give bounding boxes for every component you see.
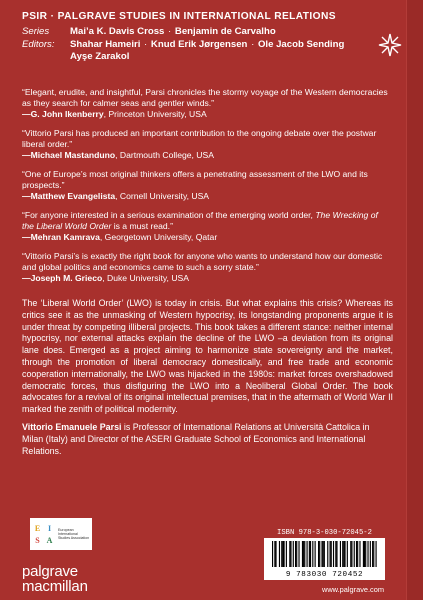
endorsement-author: —Matthew Evangelista: [22, 191, 116, 202]
barcode-bar: [356, 541, 357, 567]
barcode-bar: [282, 541, 283, 567]
barcode-bar: [310, 541, 311, 567]
barcode-bar: [295, 541, 296, 567]
editor-name: Shahar Hameiri: [70, 38, 141, 50]
barcode-bar: [303, 541, 304, 567]
eisa-letter: A: [46, 535, 53, 545]
barcode-bar: [302, 541, 303, 567]
barcode-bar: [274, 541, 275, 567]
publisher-website: www.palgrave.com: [322, 585, 385, 594]
barcode-bar: [351, 541, 352, 567]
endorsement-affiliation: , Dartmouth College, USA: [115, 150, 214, 161]
endorsements: [22, 87, 392, 292]
barcode-bar: [281, 541, 282, 567]
endorsement: [22, 251, 392, 285]
barcode-bar: [284, 541, 285, 567]
barcode-bar: [290, 541, 291, 567]
endorsement-text: “Vittorio Parsi has produced an important contribution to the ongoing debate over the postwar liberal order.”: [22, 127, 377, 150]
endorsement-author: —Joseph M. Grieco: [22, 273, 103, 284]
barcode-bar: [286, 541, 287, 567]
publisher-logo: [22, 564, 88, 594]
editor-name: Mai’a K. Davis Cross: [70, 26, 165, 37]
series-editors: [22, 26, 392, 64]
barcode-bar: [333, 541, 334, 567]
barcode-bar: [330, 541, 331, 567]
series-editors-names: Mai’a K. Davis Cross · Benjamin de Carvalho Shahar Hameiri · Knud Erik Jørgensen · Ole Jacob Sending Ayşe Zarakol: [70, 26, 345, 63]
barcode-bar: [340, 541, 341, 567]
barcode-bar: [296, 541, 297, 567]
publisher-line2: macmillan: [22, 578, 88, 595]
barcode-bar: [324, 541, 325, 567]
barcode-bar: [363, 541, 364, 567]
barcode-bar: [367, 541, 368, 567]
author-bio-text: is Professor of International Relations at Università Cattolica in Milan (Italy) and Director of the ASERI Graduate School of Economics and International Relations.: [22, 422, 370, 456]
book-description: The ‘Liberal World Order’ (LWO) is today in crisis. But what explains this crisis? Whereas its critics see it as the unmasking of Western hypocrisy, its longstanding proponents argue it is under threat by competing illiberal projects. This book takes a different stance: neither internal hypocrisy, nor external attacks explain the decline of the LWO –a deviation from its original lane does. Emerged as a project aiming to harmonize state sovereignty and the market, through the promotion of liberal democracy domestically, and free trade and economic cooperation internationally, the LWO was hijacked in the 1980s: market forces overshadowed democratic forces, thus disfiguring the LWO into a Neoliberal Global Order. The book advocates for a revival of its original intellectual premises, that in the aftermath of World War II marked the zenith of political modernity.: [22, 298, 393, 415]
barcode-bar: [327, 541, 328, 567]
eisa-letter: S: [35, 535, 40, 545]
endorsement-text: “For anyone interested in a serious examination of the emerging world order, The Wrecking of the Liberal World Order is a must read.”: [22, 209, 378, 231]
barcode-bar: [307, 541, 308, 567]
series-editors-label: Series Editors:: [22, 26, 55, 50]
barcode-bar: [335, 541, 336, 567]
barcode-bar: [343, 541, 344, 567]
barcode-bar: [312, 541, 313, 567]
author-name: Vittorio Emanuele Parsi: [22, 422, 122, 432]
publisher-line1: palgrave: [22, 563, 78, 580]
barcode-bars-icon: [264, 538, 385, 572]
barcode-bar: [293, 541, 294, 567]
barcode-bar: [321, 541, 322, 567]
barcode-bar: [370, 541, 371, 567]
editor-name: Ayşe Zarakol: [70, 51, 130, 63]
barcode-bar: [372, 541, 373, 567]
eisa-letters: [32, 523, 55, 546]
endorsement-affiliation: , Duke University, USA: [102, 273, 189, 284]
barcode-bar: [336, 541, 337, 567]
barcode-bar: [350, 541, 351, 567]
barcode-bar: [298, 541, 299, 567]
barcode-bar: [364, 541, 365, 567]
barcode-bar: [359, 541, 360, 567]
series-logo-icon: [377, 32, 403, 58]
barcode-bar: [331, 541, 332, 567]
endorsement-text: “Vittorio Parsi’s is exactly the right book for anyone who wants to understand how our domestic and global politics and economics came to such a sorry state.”: [22, 250, 383, 272]
barcode-bar: [289, 541, 290, 567]
barcode-bar: [319, 541, 320, 567]
barcode-bar: [344, 541, 345, 567]
barcode-bar: [342, 541, 343, 567]
eisa-logo: [30, 518, 92, 550]
barcode-bar: [365, 541, 366, 567]
isbn-text: ISBN 978-3-030-72045-2: [277, 529, 372, 537]
barcode-bar: [373, 541, 374, 567]
endorsement: [22, 87, 392, 121]
endorsement-affiliation: , Cornell University, USA: [115, 191, 210, 202]
endorsement-author: —Michael Mastanduno: [22, 150, 116, 161]
barcode-bar: [376, 541, 377, 567]
endorsement-affiliation: , Georgetown University, Qatar: [99, 232, 218, 243]
barcode-bar: [354, 541, 355, 567]
editor-name: Ole Jacob Sending: [257, 38, 345, 50]
endorsement-text: “Elegant, erudite, and insightful, Parsi chronicles the stormy voyage of the Western democracies as they search for calmer seas and gentler winds.”: [22, 87, 388, 109]
series-header: [22, 10, 392, 64]
endorsement-author: —G. John Ikenberry: [22, 109, 104, 120]
endorsement-text: “One of Europe’s most original thinkers offers a penetrating assessment of the LWO and its prospects.”: [22, 168, 368, 191]
barcode-bar: [323, 541, 324, 567]
endorsement-affiliation: , Princeton University, USA: [103, 109, 207, 120]
barcode-bar: [304, 541, 305, 567]
barcode-bar: [318, 541, 319, 567]
endorsement: [22, 210, 392, 244]
barcode-bar: [347, 541, 348, 567]
book-title: The Wrecking of the Liberal World Order: [22, 209, 378, 231]
cover-edge: [406, 0, 423, 600]
endorsement: [22, 169, 392, 203]
barcode-bar: [309, 541, 310, 567]
barcode-number: 9 783030 720452: [285, 571, 364, 579]
eisa-letter: I: [47, 523, 52, 533]
barcode-bar: [279, 541, 280, 567]
author-bio: [22, 422, 393, 457]
barcode-bar: [315, 541, 316, 567]
barcode: [264, 538, 385, 580]
barcode-bar: [272, 541, 273, 567]
eisa-text: European International Studies Association: [58, 527, 90, 541]
endorsement-author: —Mehran Kamrava: [22, 232, 100, 243]
series-title: PSIR · PALGRAVE STUDIES IN INTERNATIONAL RELATIONS: [22, 11, 336, 22]
barcode-bar: [275, 541, 276, 567]
barcode-bar: [357, 541, 358, 567]
eisa-letter: E: [34, 523, 41, 533]
editor-name: Knud Erik Jørgensen: [150, 38, 248, 50]
editor-name: Benjamin de Carvalho: [174, 26, 276, 37]
endorsement: [22, 128, 392, 162]
